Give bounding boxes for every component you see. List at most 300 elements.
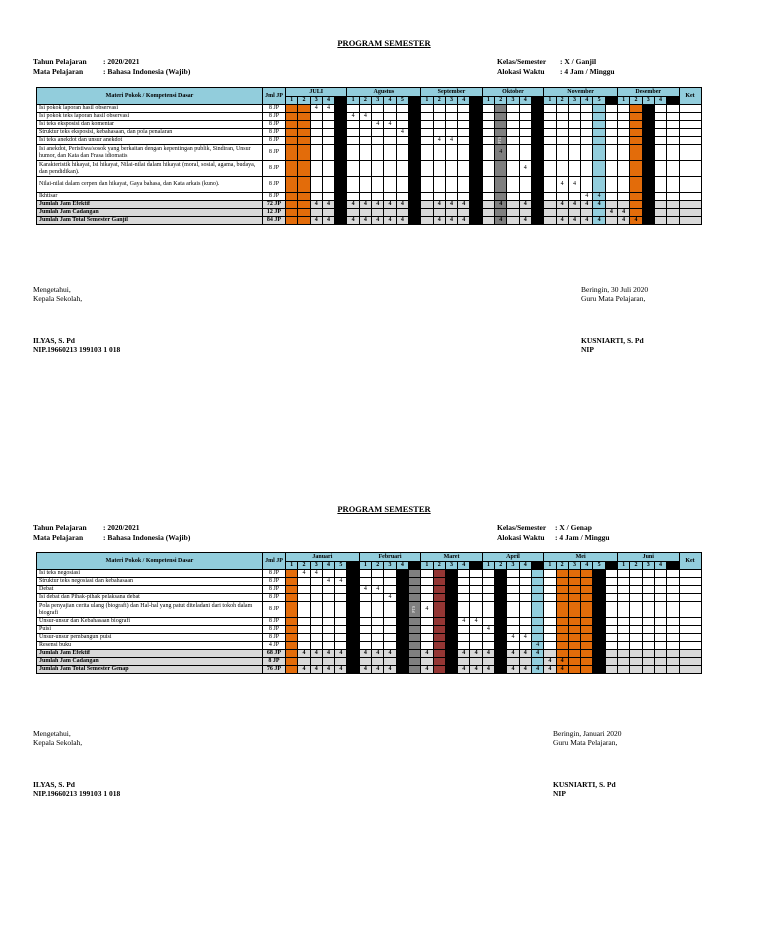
week-cell: 4	[421, 602, 433, 618]
week-cell	[618, 650, 630, 658]
week-cell: 4	[310, 201, 322, 209]
total-row	[37, 666, 702, 674]
week-cell	[298, 602, 310, 618]
materi-cell: Debat	[37, 586, 263, 594]
schedule-table	[36, 552, 702, 674]
week-cell	[286, 626, 298, 634]
week-cell	[531, 594, 543, 602]
week-header: 5	[335, 562, 347, 570]
week-cell	[581, 145, 593, 161]
total-row	[37, 201, 702, 209]
week-cell	[433, 570, 445, 578]
week-cell: 4	[568, 201, 580, 209]
total-label: Jumlah Jam Cadangan	[37, 209, 263, 217]
jp-cell: 8 JP	[263, 634, 286, 642]
week-cell	[347, 594, 359, 602]
week-cell	[421, 594, 433, 602]
week-cell: 4	[593, 193, 605, 201]
week-cell	[618, 201, 630, 209]
week-cell	[667, 177, 679, 193]
materi-cell: Ikhtisar	[37, 193, 263, 201]
week-cell	[519, 658, 531, 666]
week-cell	[384, 626, 396, 634]
week-cell: 4	[544, 658, 556, 666]
week-cell	[298, 177, 310, 193]
week-cell	[667, 602, 679, 618]
materi-cell: Resensi buku	[37, 642, 263, 650]
week-header: 4	[322, 97, 334, 105]
week-cell	[531, 209, 543, 217]
week-cell: 4	[335, 578, 347, 586]
ket-cell	[679, 602, 701, 618]
week-cell	[568, 570, 580, 578]
week-cell	[396, 642, 408, 650]
week-cell: 4	[372, 121, 384, 129]
week-cell	[482, 578, 494, 586]
week-cell	[359, 121, 371, 129]
week-header: 3	[507, 562, 519, 570]
week-cell	[458, 602, 470, 618]
week-cell	[495, 129, 507, 137]
week-cell	[310, 145, 322, 161]
week-cell	[642, 201, 654, 209]
week-cell	[605, 570, 617, 578]
week-cell	[408, 666, 420, 674]
week-cell: 4	[507, 666, 519, 674]
week-header: 3	[642, 97, 654, 105]
week-cell	[322, 193, 334, 201]
week-cell	[286, 650, 298, 658]
week-cell	[544, 137, 556, 145]
week-cell	[421, 193, 433, 201]
week-cell	[310, 177, 322, 193]
week-cell	[445, 578, 457, 586]
week-cell	[556, 161, 568, 177]
week-cell	[519, 602, 531, 618]
month-header: Agustus	[347, 88, 421, 97]
ket-cell	[679, 642, 701, 650]
week-cell	[458, 113, 470, 121]
week-cell: 4	[384, 650, 396, 658]
jp-cell: 8 JP	[263, 578, 286, 586]
week-cell	[372, 177, 384, 193]
jp-cell: 8 JP	[263, 161, 286, 177]
week-cell	[470, 193, 482, 201]
week-cell	[667, 201, 679, 209]
week-cell	[519, 586, 531, 594]
table-row	[37, 586, 702, 594]
week-cell	[298, 217, 310, 225]
week-cell	[359, 177, 371, 193]
week-cell: 4	[445, 666, 457, 674]
week-cell	[347, 137, 359, 145]
materi-cell: Nilai-nilai dalam cerpen dan hikayat, Gaya bahasa, dan Kata arkais (kuno).	[37, 177, 263, 193]
week-cell	[322, 177, 334, 193]
week-cell	[322, 113, 334, 121]
week-cell	[408, 113, 420, 121]
week-cell: 4	[372, 201, 384, 209]
week-cell	[630, 137, 642, 145]
week-cell	[630, 177, 642, 193]
table-row	[37, 129, 702, 137]
week-cell	[445, 658, 457, 666]
week-cell	[581, 586, 593, 594]
week-cell	[482, 594, 494, 602]
week-cell	[384, 177, 396, 193]
week-cell	[642, 217, 654, 225]
week-cell	[421, 105, 433, 113]
week-cell: 4	[408, 129, 420, 137]
jp-cell: 8 JP	[263, 570, 286, 578]
week-cell	[347, 177, 359, 193]
week-cell	[605, 618, 617, 626]
week-cell: 4	[519, 650, 531, 658]
week-separator	[408, 97, 420, 105]
week-cell	[433, 578, 445, 586]
week-cell	[642, 113, 654, 121]
week-cell	[642, 586, 654, 594]
signature-left: Mengetahui, Kepala Sekolah, ILYAS, S. Pd NIP.19660213 199103 1 018	[33, 729, 121, 798]
schedule-table	[36, 87, 702, 225]
week-cell	[286, 193, 298, 201]
week-cell	[408, 618, 420, 626]
week-cell	[618, 137, 630, 145]
week-cell	[470, 209, 482, 217]
week-cell	[458, 634, 470, 642]
week-cell: 4	[470, 666, 482, 674]
week-cell	[482, 137, 494, 145]
week-cell	[605, 586, 617, 594]
week-cell	[605, 121, 617, 129]
week-cell: 4	[347, 201, 359, 209]
week-cell	[667, 113, 679, 121]
week-cell	[531, 105, 543, 113]
week-cell: 4	[482, 666, 494, 674]
week-cell	[581, 105, 593, 113]
week-cell	[654, 586, 666, 594]
week-cell	[322, 570, 334, 578]
week-cell	[531, 570, 543, 578]
week-cell	[556, 650, 568, 658]
week-cell: 4	[531, 201, 543, 209]
week-cell	[322, 586, 334, 594]
week-cell	[568, 618, 580, 626]
week-cell	[372, 113, 384, 121]
week-cell	[372, 570, 384, 578]
week-cell	[470, 161, 482, 177]
table-row	[37, 578, 702, 586]
week-cell	[322, 642, 334, 650]
week-cell	[642, 634, 654, 642]
week-header: 2	[298, 97, 310, 105]
week-cell	[335, 626, 347, 634]
week-cell	[396, 658, 408, 666]
week-separator	[605, 97, 617, 105]
week-cell: 4	[359, 666, 371, 674]
week-cell	[470, 105, 482, 113]
week-cell	[482, 201, 494, 209]
week-cell	[372, 193, 384, 201]
week-cell	[335, 642, 347, 650]
week-cell	[568, 586, 580, 594]
week-cell	[347, 570, 359, 578]
week-header: 5	[396, 97, 408, 105]
jp-cell: 8 JP	[263, 602, 286, 618]
jp-cell: 8 JP	[263, 145, 286, 161]
week-cell: 4	[384, 666, 396, 674]
week-cell	[642, 570, 654, 578]
week-cell	[618, 121, 630, 129]
week-cell	[335, 618, 347, 626]
week-cell	[556, 626, 568, 634]
week-cell	[654, 137, 666, 145]
week-cell: 4	[470, 201, 482, 209]
week-cell: 4	[556, 666, 568, 674]
week-cell	[630, 602, 642, 618]
week-cell	[654, 217, 666, 225]
week-cell	[593, 626, 605, 634]
week-cell	[581, 634, 593, 642]
week-cell	[654, 642, 666, 650]
week-cell	[445, 177, 457, 193]
week-cell	[298, 642, 310, 650]
week-cell	[384, 658, 396, 666]
week-cell	[458, 209, 470, 217]
week-cell	[568, 105, 580, 113]
week-cell	[605, 177, 617, 193]
week-cell	[556, 594, 568, 602]
week-cell	[482, 586, 494, 594]
week-cell	[286, 161, 298, 177]
week-cell	[408, 658, 420, 666]
week-cell	[654, 618, 666, 626]
week-cell	[482, 658, 494, 666]
week-cell	[445, 634, 457, 642]
week-cell	[519, 113, 531, 121]
week-header: 4	[458, 562, 470, 570]
week-cell	[445, 193, 457, 201]
week-cell	[519, 193, 531, 201]
week-cell	[347, 105, 359, 113]
week-cell	[556, 586, 568, 594]
week-cell	[372, 145, 384, 161]
week-cell	[667, 618, 679, 626]
week-cell	[642, 658, 654, 666]
week-cell	[630, 570, 642, 578]
week-cell	[310, 594, 322, 602]
week-header: 4	[384, 97, 396, 105]
week-cell	[630, 650, 642, 658]
week-cell: 4	[531, 217, 543, 225]
week-cell	[556, 570, 568, 578]
week-cell	[482, 177, 494, 193]
week-cell	[335, 145, 347, 161]
week-cell	[568, 113, 580, 121]
week-cell	[495, 578, 507, 586]
week-cell	[593, 594, 605, 602]
week-cell	[495, 177, 507, 193]
week-cell	[581, 570, 593, 578]
week-cell	[495, 642, 507, 650]
week-cell	[593, 161, 605, 177]
week-cell	[322, 129, 334, 137]
week-cell: 4	[581, 193, 593, 201]
week-cell	[605, 193, 617, 201]
week-cell	[396, 209, 408, 217]
week-cell	[298, 145, 310, 161]
week-cell	[568, 121, 580, 129]
week-cell	[531, 145, 543, 161]
week-cell: 4	[495, 217, 507, 225]
week-cell	[642, 594, 654, 602]
week-cell	[605, 201, 617, 209]
week-cell	[286, 209, 298, 217]
week-cell	[642, 129, 654, 137]
week-cell	[335, 602, 347, 618]
week-cell	[322, 658, 334, 666]
week-cell	[568, 129, 580, 137]
week-cell: 4	[531, 161, 543, 177]
week-cell: 4	[359, 586, 371, 594]
week-cell	[408, 105, 420, 113]
week-cell	[384, 161, 396, 177]
week-cell	[544, 201, 556, 209]
week-cell	[593, 618, 605, 626]
week-cell	[495, 113, 507, 121]
week-cell	[544, 217, 556, 225]
week-cell: 4	[458, 201, 470, 209]
table-row	[37, 193, 702, 201]
week-cell	[618, 602, 630, 618]
week-cell	[347, 642, 359, 650]
week-cell	[470, 634, 482, 642]
materi-cell: Isi teks anekdot dan unsur anekdot	[37, 137, 263, 145]
week-cell	[322, 594, 334, 602]
week-cell: 4	[458, 666, 470, 674]
ket-cell	[679, 626, 701, 634]
week-header: 1	[618, 562, 630, 570]
week-cell	[654, 602, 666, 618]
week-cell	[421, 145, 433, 161]
week-cell	[286, 121, 298, 129]
week-cell	[372, 602, 384, 618]
week-cell	[544, 121, 556, 129]
week-cell	[654, 129, 666, 137]
week-cell	[347, 578, 359, 586]
week-cell	[286, 602, 298, 618]
week-cell	[408, 586, 420, 594]
week-header: 1	[421, 97, 433, 105]
week-cell	[544, 129, 556, 137]
week-cell: 4	[396, 201, 408, 209]
week-cell	[519, 129, 531, 137]
week-cell	[593, 121, 605, 129]
week-cell: 4	[445, 137, 457, 145]
week-cell	[593, 642, 605, 650]
total-jp: 8 JP	[263, 658, 286, 666]
week-cell	[408, 634, 420, 642]
week-header: 1	[421, 562, 433, 570]
ket-cell	[679, 145, 701, 161]
week-cell	[654, 650, 666, 658]
week-cell	[396, 578, 408, 586]
week-cell	[335, 658, 347, 666]
week-cell: 4	[396, 666, 408, 674]
materi-cell: Unsur-unsur dan Kebahasaan biografi	[37, 618, 263, 626]
week-cell	[667, 578, 679, 586]
week-cell	[556, 642, 568, 650]
week-cell	[556, 618, 568, 626]
week-cell	[298, 209, 310, 217]
week-cell	[568, 193, 580, 201]
week-cell	[421, 209, 433, 217]
week-cell	[359, 634, 371, 642]
info-left: Tahun Pelajaran : 2020/2021 Mata Pelajaran : Bahasa Indonesia (Wajib)	[33, 57, 191, 76]
week-cell	[298, 201, 310, 209]
week-header: 2	[298, 562, 310, 570]
week-cell	[445, 129, 457, 137]
month-header: JULI	[286, 88, 347, 97]
week-cell	[408, 161, 420, 177]
week-cell	[335, 217, 347, 225]
week-cell	[286, 201, 298, 209]
week-cell	[347, 129, 359, 137]
week-cell	[618, 578, 630, 586]
week-cell	[544, 570, 556, 578]
week-cell	[286, 634, 298, 642]
week-cell	[470, 177, 482, 193]
signature-left: Mengetahui, Kepala Sekolah, ILYAS, S. Pd NIP.19660213 199103 1 018	[33, 285, 121, 354]
table-row	[37, 105, 702, 113]
week-cell	[507, 105, 519, 113]
week-cell	[605, 594, 617, 602]
week-cell: 4	[372, 650, 384, 658]
week-cell	[421, 618, 433, 626]
week-cell: 4	[310, 570, 322, 578]
week-cell	[286, 137, 298, 145]
week-cell	[642, 626, 654, 634]
week-cell	[642, 618, 654, 626]
week-cell: 4	[396, 129, 408, 137]
week-cell	[630, 193, 642, 201]
week-cell	[372, 209, 384, 217]
week-cell	[605, 666, 617, 674]
week-cell	[445, 105, 457, 113]
total-jp: 12 JP	[263, 209, 286, 217]
month-header: Januari	[286, 553, 360, 562]
week-cell	[470, 137, 482, 145]
week-cell: 4	[310, 650, 322, 658]
ket-cell	[679, 113, 701, 121]
week-cell	[630, 201, 642, 209]
week-cell	[605, 129, 617, 137]
week-cell	[286, 642, 298, 650]
week-cell	[408, 193, 420, 201]
week-cell	[347, 658, 359, 666]
week-cell	[654, 113, 666, 121]
week-cell	[654, 209, 666, 217]
week-cell: 4	[470, 217, 482, 225]
week-cell	[421, 586, 433, 594]
week-cell: 4	[384, 121, 396, 129]
week-cell	[433, 113, 445, 121]
week-cell: 4	[482, 626, 494, 634]
week-cell	[396, 570, 408, 578]
week-cell	[359, 618, 371, 626]
week-cell	[618, 177, 630, 193]
month-header: Oktober	[482, 88, 543, 97]
week-cell: 4	[556, 217, 568, 225]
